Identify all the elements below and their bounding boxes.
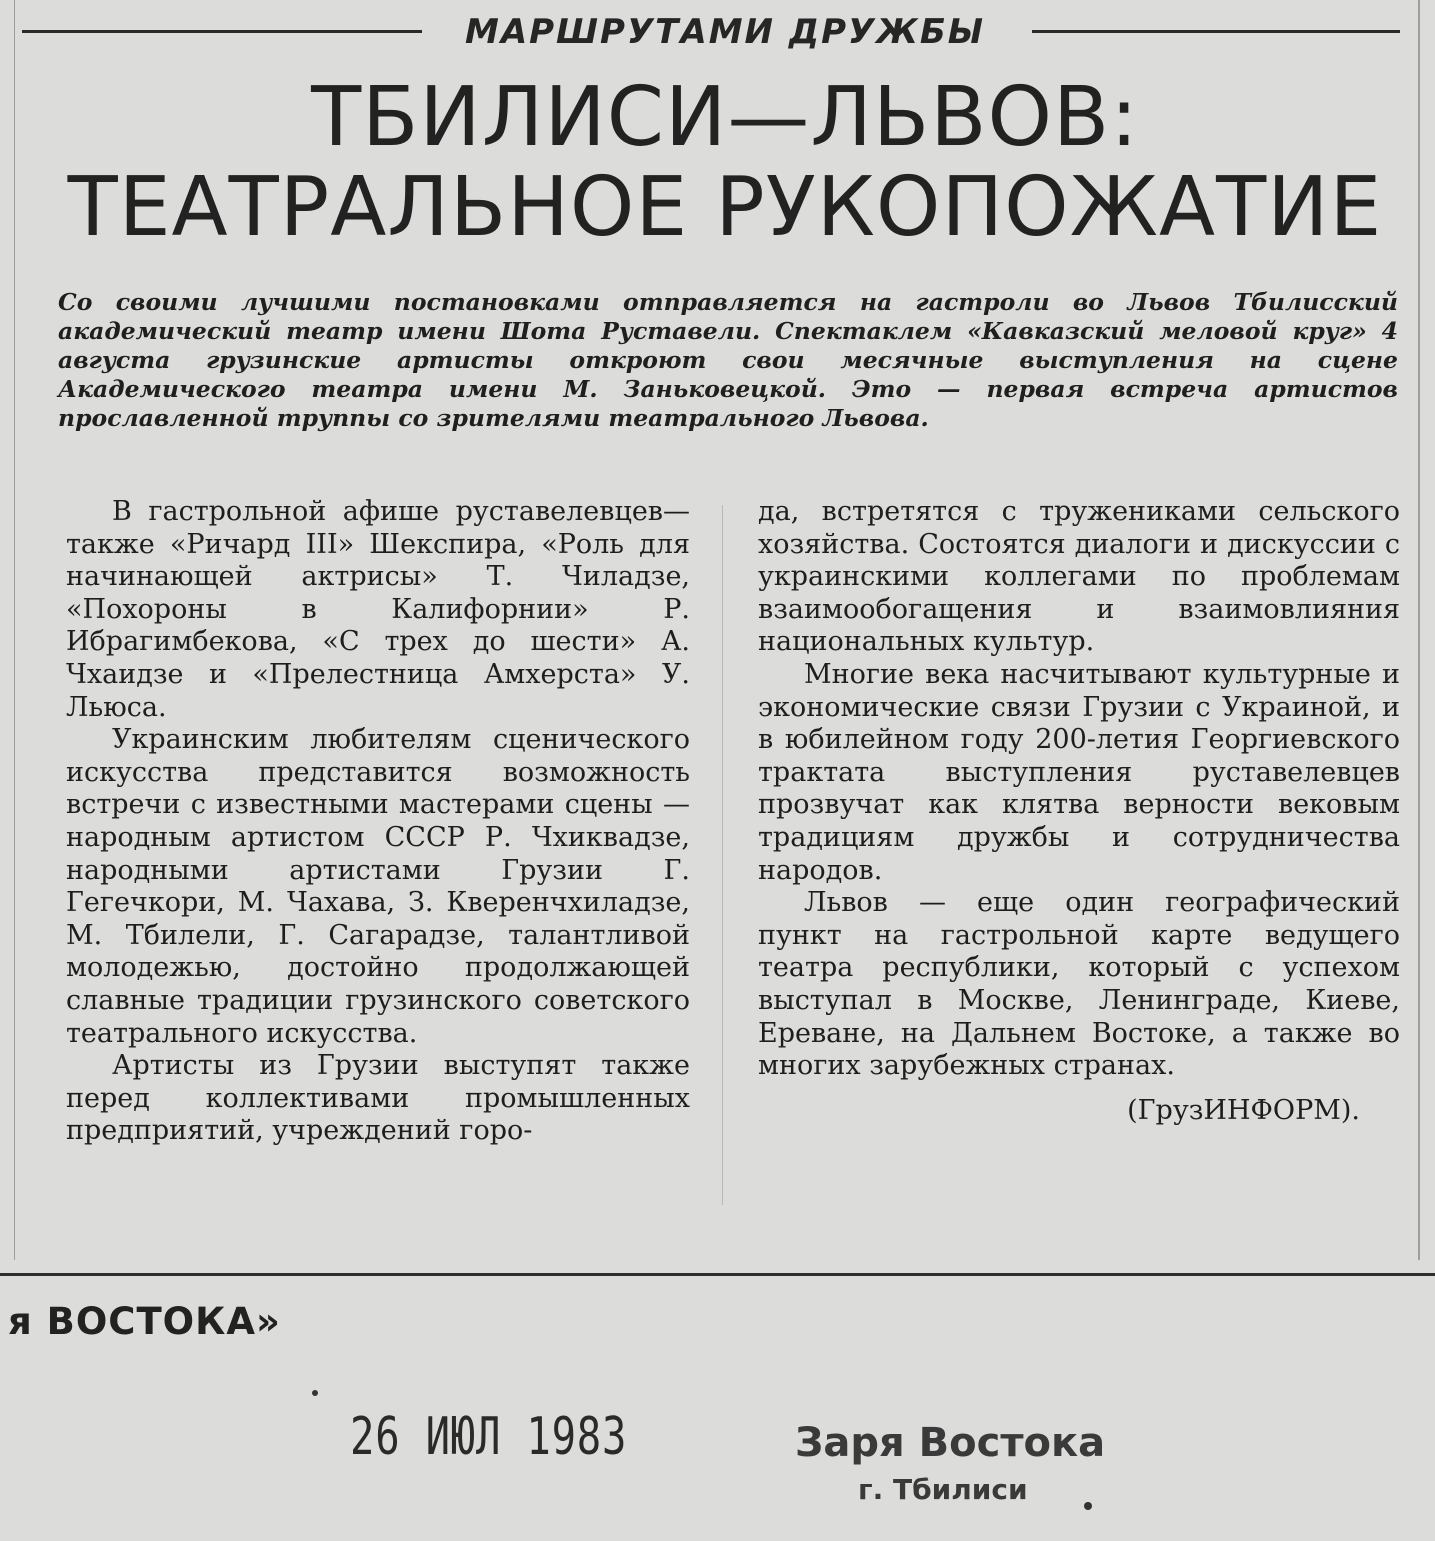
column-divider xyxy=(722,505,723,1205)
article-column-left xyxy=(66,496,690,1148)
bottom-rule xyxy=(0,1273,1435,1276)
newspaper-name-stamp: Заря Востока xyxy=(795,1420,1106,1466)
article-paragraph: Украинским любителям сценического искусства представится возможность встречи с известными мастерами сцены — народным артистом СССР Р. Чхиквадзе, народными артистами Грузии Г. Гегечкори, М. Чахава, З. Кверенчхиладзе, М. Тбилели, Г. Сагарадзе, талантливой молодежью, достойно продолжающей славные традиции грузинского советского театрального искусства. xyxy=(66,724,690,1049)
article-source: (ГрузИНФОРМ). xyxy=(1127,1094,1360,1126)
lead-paragraph: Со своими лучшими постановками отправляется на гастроли во Львов Тбилисский академический театр имени Шота Руставели. Спектаклем «Кавказский меловой круг» 4 августа грузинские артисты откроют свои месячные выступления на сцене Академического театра имени М. Заньковецкой. Это — первая встреча артистов прославленной труппы со зрителями театрального Львова. xyxy=(58,288,1398,432)
rubric-rule-right xyxy=(1032,30,1400,33)
rubric-title: МАРШРУТАМИ ДРУЖБЫ xyxy=(464,12,985,52)
article-paragraph-continuation: да, встретятся с тружениками сельского хозяйства. Состоятся диалоги и дискуссии с украинскими коллегами по проблемам взаимообогащения и взаимовлияния национальных культур. xyxy=(758,496,1400,658)
date-stamp: 26 ИЮЛ 1983 xyxy=(350,1407,628,1467)
headline-line-2: ТЕАТРАЛЬНОЕ РУКОПОЖАТИЕ xyxy=(67,160,1383,255)
article-paragraph: Многие века насчитывают культурные и экономические связи Грузии с Украиной, и в юбилейном году 200-летия Георгиевского трактата выступления руставелевцев прозвучат как клятва верности вековым традициям дружбы и сотрудничества народов. xyxy=(758,658,1400,886)
ink-speck xyxy=(1084,1502,1092,1510)
article-paragraph: Львов — еще один географический пункт на гастрольной карте ведущего театра республики, который с успехом выступал в Москве, Ленинграде, Киеве, Ереване, на Дальнем Востоке, а также во многих зарубежных странах. xyxy=(758,887,1400,1082)
article-paragraph: В гастрольной афише руставелевцев—также «Ричард III» Шекспира, «Роль для начинающей актрисы» Т. Чиладзе, «Похороны в Калифорнии» Р. Ибрагимбекова, «С трех до шести» А. Чхаидзе и «Прелестница Амхерста» У. Льюса. xyxy=(66,496,690,723)
rubric-rule-left xyxy=(22,30,422,33)
article-paragraph: Артисты из Грузии выступят также перед коллективами промышленных предприятий, учреждений горо- xyxy=(66,1050,690,1147)
ink-speck xyxy=(312,1390,318,1396)
city-stamp: г. Тбилиси xyxy=(858,1473,1028,1506)
clipping-edge xyxy=(1418,0,1420,1260)
headline-line-1: ТБИЛИСИ—ЛЬВОВ: xyxy=(311,70,1139,165)
clipping-edge xyxy=(14,0,15,1260)
article-column-right xyxy=(758,496,1400,1127)
masthead-fragment: я ВОСТОКА» xyxy=(8,1300,281,1343)
